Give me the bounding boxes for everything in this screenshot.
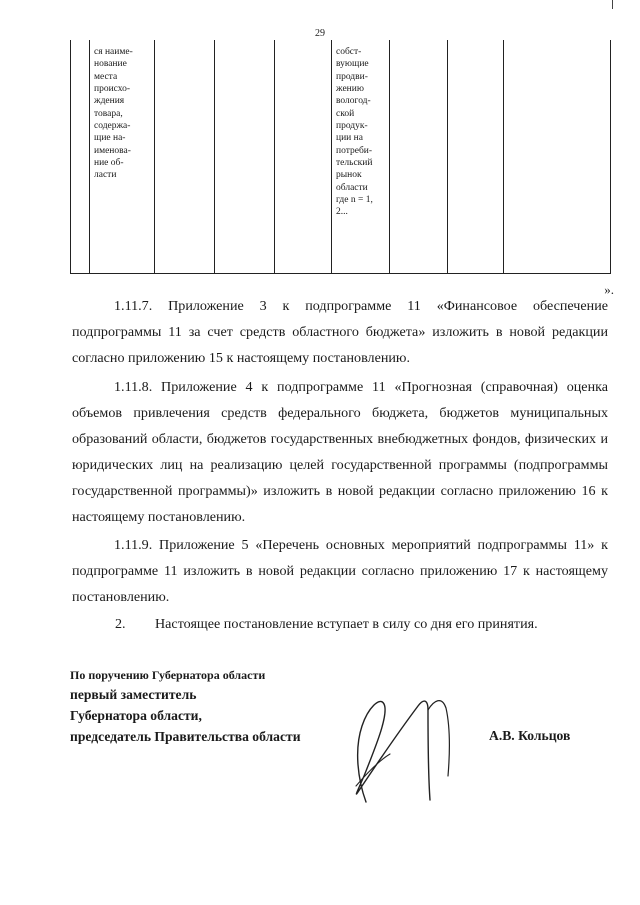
table-cell: ся наиме- нование места происхо- ждения товара, содержа- щие на- именова- ние об- ласти xyxy=(90,40,155,274)
table-cell xyxy=(155,40,215,274)
handwritten-signature xyxy=(328,680,478,810)
page-corner-mark xyxy=(612,0,613,9)
signature-line-title: председатель Правительства области xyxy=(70,729,301,744)
closing-quote: ». xyxy=(604,282,614,297)
table-fragment xyxy=(70,40,611,274)
signatory-name: А.В. Кольцов xyxy=(489,728,571,743)
table-cell xyxy=(390,40,448,274)
paragraph-2 xyxy=(115,611,538,637)
table-cell xyxy=(71,40,90,274)
signature-block xyxy=(70,666,301,747)
item-number: 2. xyxy=(115,616,126,632)
table-cell xyxy=(448,40,504,274)
page-number: 29 xyxy=(315,28,325,39)
paragraph-1-11-8: 1.11.8. Приложение 4 к подпрограмме 11 «Прогнозная (справочная) оценка объемов привлечения средств федерального бюджета, бюджетов муниципальных образований области, бюджетов государственных внебюджетных фондов, физических и юридических лиц на реализацию целей государственной программы (подпрограммы государственной программы)» изложить в новой редакции согласно приложению 16 к настоящему постановлению. xyxy=(72,379,608,525)
signature-line-office: Губернатора области, xyxy=(70,708,202,723)
paragraph-1-11-7: 1.11.7. Приложение 3 к подпрограмме 11 «Финансовое обеспечение подпрограммы 11 за счет средств областного бюджета» изложить в новой редакции согласно приложению 15 к настоящему постановлению. xyxy=(72,298,608,366)
signature-line-authority: По поручению Губернатора области xyxy=(70,668,266,682)
table-cell: собст- вующие продви- жению вологод- ской продук- ции на потреби- тельский рынок области где n = 1, 2... xyxy=(332,40,390,274)
paragraph-1-11-9: 1.11.9. Приложение 5 «Перечень основных мероприятий подпрограммы 11» к подпрограмме 11 изложить в новой редакции согласно приложению 17 к настоящему постановлению. xyxy=(72,537,608,605)
signature-line-position: первый заместитель xyxy=(70,687,197,702)
table-row xyxy=(71,40,611,274)
table-cell xyxy=(504,40,611,274)
table-cell xyxy=(215,40,275,274)
item-text: Настоящее постановление вступает в силу со дня его принятия. xyxy=(155,616,538,632)
table-cell xyxy=(275,40,332,274)
